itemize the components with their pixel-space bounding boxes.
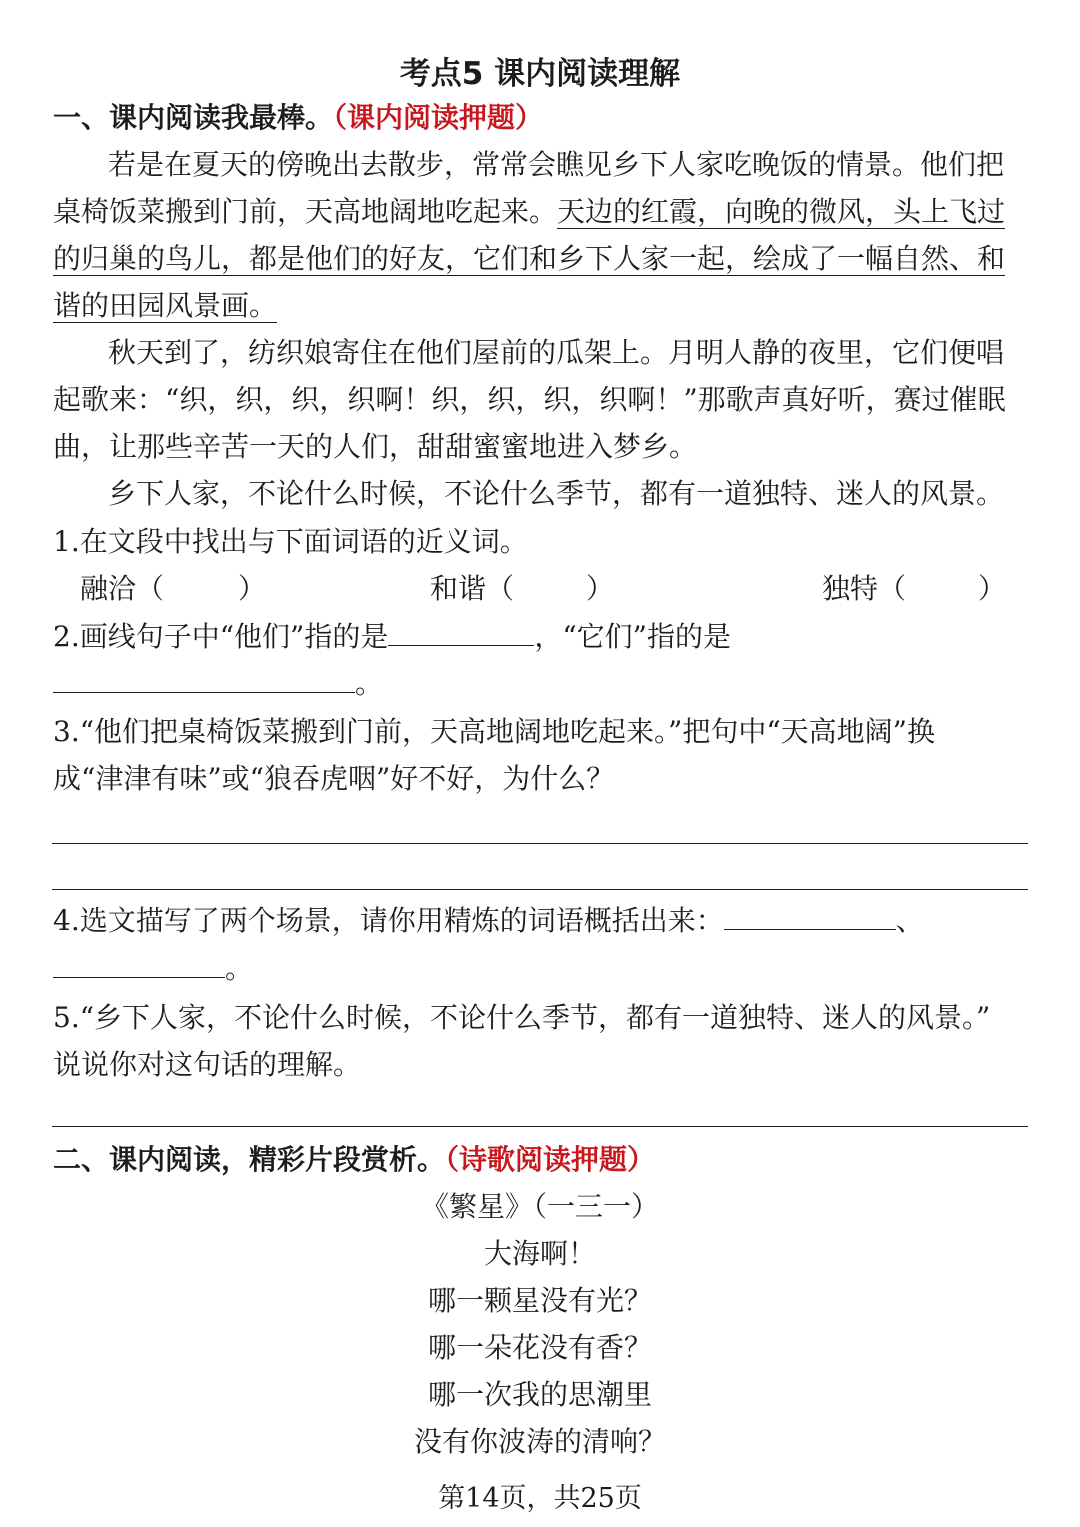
section2-heading-text: 二、课内阅读，精彩片段赏析。 [53,1143,446,1176]
question-5-continuation: 说说你对这句话的理解。 [53,1048,362,1081]
question-3-continuation: 成“津津有味”或“狼吞虎咽”好不好，为什么？ [53,762,615,795]
poem-title: 《繁星》（一三一） [420,1190,659,1223]
question-2-text-b: ，“它们”指的是 [534,620,731,653]
synonym-item-label: 和谐（ [430,572,515,605]
poem-line: 哪一朵花没有香？ [427,1331,652,1364]
question-1: 1.在文段中找出与下面词语的近义词。 [53,525,528,558]
page-title: 考点5 课内阅读理解 [399,56,681,92]
underlined-sentence: 谐的田园风景画。 [53,289,278,322]
question-4 [53,901,1028,941]
passage-line [53,192,1028,232]
passage-line: 乡下人家，不论什么时候，不论什么季节，都有一道独特、迷人的风景。 [108,477,1005,510]
answer-line[interactable] [52,843,1028,844]
passage-line [53,239,1028,279]
poem-line: 没有你波涛的清响？ [413,1425,666,1458]
poem-line: 哪一次我的思潮里 [427,1378,652,1411]
underlined-sentence: 的归巢的鸟儿，都是他们的好友，它们和乡下人家一起，绘成了一幅自然、和 [53,242,1006,275]
passage-line: 若是在夏天的傍晚出去散步，常常会瞧见乡下人家吃晚饭的情景。他们把 [108,148,1005,181]
question-4-separator: 、 [895,904,924,937]
question-4-text: 4.选文描写了两个场景，请你用精炼的词语概括出来： [53,904,724,937]
question-2 [53,617,1028,657]
section1-heading [53,98,1028,138]
poem-line: 大海啊！ [483,1237,596,1270]
question-2-continuation [53,664,1028,704]
question-4-end: 。 [225,952,254,985]
section1-tag: （课内阅读押题） [333,101,544,134]
passage-line [53,286,1028,326]
question-2-end: 。 [355,667,384,700]
passage-line: 秋天到了，纺织娘寄住在他们屋前的瓜架上。月明人静的夜里，它们便唱 [108,336,1005,369]
question-5: 5.“乡下人家，不论什么时候，不论什么季节，都有一道独特、迷人的风景。” [53,1001,991,1034]
answer-line[interactable] [52,1126,1028,1127]
answer-blank[interactable] [53,664,355,693]
passage-line: 起歌来：“织，织，织，织啊！织，织，织，织啊！”那歌声真好听，赛过催眠 [53,383,1006,416]
section1-heading-text: 一、课内阅读我最棒。 [53,101,334,134]
synonym-item-close: ） [978,572,1007,605]
poem-line: 哪一颗星没有光？ [427,1284,652,1317]
answer-blank[interactable] [724,901,896,930]
question-2-text-a: 2.画线句子中“他们”指的是 [53,620,389,653]
answer-blank[interactable] [53,949,225,978]
section2-tag: （诗歌阅读押题） [445,1143,656,1176]
synonym-item-label: 融洽（ [80,572,165,605]
question-4-continuation [53,949,1028,989]
section2-heading [53,1140,1028,1180]
passage-line: 曲，让那些辛苦一天的人们，甜甜蜜蜜地进入梦乡。 [53,430,698,463]
question-3: 3.“他们把桌椅饭菜搬到门前，天高地阔地吃起来。”把句中“天高地阔”换 [53,715,935,748]
answer-blank[interactable] [388,617,534,646]
page-number: 第14页，共25页 [438,1483,642,1514]
passage-text: 桌椅饭菜搬到门前，天高地阔地吃起来。 [53,195,558,228]
synonym-item-close: ） [586,572,615,605]
answer-line[interactable] [52,889,1028,890]
underlined-sentence: 天边的红霞，向晚的微风，头上飞过 [557,195,1006,228]
synonym-item-label: 独特（ [822,572,907,605]
synonym-item-close: ） [238,572,267,605]
